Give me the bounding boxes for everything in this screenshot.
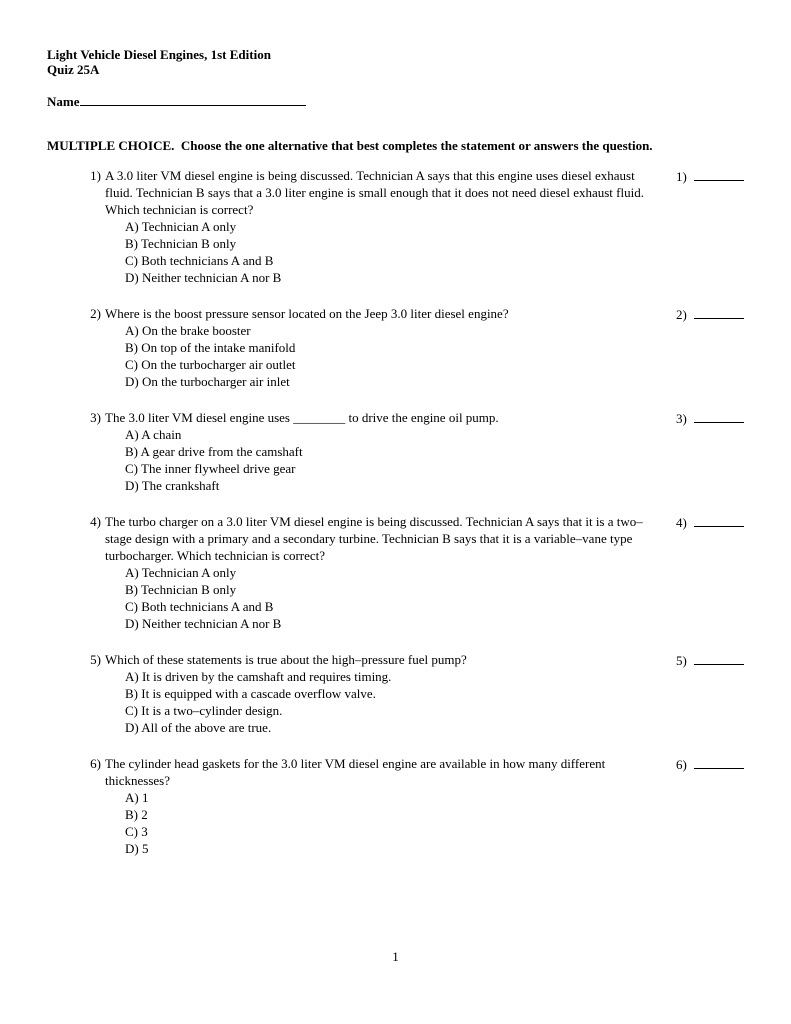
question-main [105, 513, 661, 632]
answer-option: B) On top of the intake manifold [125, 340, 296, 355]
answer-blank-group [676, 513, 744, 531]
answer-blank-line [694, 305, 744, 319]
answer-option: C) Both technicians A and B [125, 253, 274, 268]
answer-number: 3) [676, 411, 687, 426]
answer-option: B) Technician B only [125, 582, 237, 597]
question-text: Where is the boost pressure sensor located on the Jeep 3.0 liter diesel engine? [105, 306, 509, 321]
question-text: The cylinder head gaskets for the 3.0 liter VM diesel engine are available in how many different thicknesses? [105, 756, 606, 788]
question-text: The 3.0 liter VM diesel engine uses ________ to drive the engine oil pump. [105, 410, 499, 425]
answer-number: 2) [676, 307, 687, 322]
question-main [105, 167, 661, 286]
answer-blank-line [694, 513, 744, 527]
answer-option: D) Neither technician A nor B [125, 270, 282, 285]
answer-option: D) Neither technician A nor B [125, 616, 282, 631]
answer-option: A) A chain [125, 427, 182, 442]
answer-option: A) Technician A only [125, 565, 237, 580]
question-block [47, 651, 747, 736]
question-text: A 3.0 liter VM diesel engine is being discussed. Technician A says that this engine uses diesel exhaust fluid. Technician B says that a 3.0 liter engine is small enough that it does not need diesel exhaust fluid. Which technician is correct? [105, 168, 644, 217]
question-number: 5) [90, 652, 101, 667]
name-blank-line [80, 91, 306, 106]
answer-option: C) Both technicians A and B [125, 599, 274, 614]
answer-option: B) A gear drive from the camshaft [125, 444, 303, 459]
document-subtitle: Quiz 25A [47, 62, 100, 77]
question-block [47, 755, 747, 857]
question-number: 2) [90, 306, 101, 321]
answer-option: C) The inner flywheel drive gear [125, 461, 296, 476]
answer-option: C) 3 [125, 824, 148, 839]
name-row [47, 91, 747, 110]
answer-blank-line [694, 755, 744, 769]
question-options [105, 564, 661, 632]
answer-number: 1) [676, 169, 687, 184]
answer-option: A) It is driven by the camshaft and requires timing. [125, 669, 392, 684]
question-block [47, 305, 747, 390]
answer-option: D) The crankshaft [125, 478, 220, 493]
answer-blank-group [676, 409, 744, 427]
question-text: The turbo charger on a 3.0 liter VM diesel engine is being discussed. Technician A says that it is a two–stage design with a primary and a secondary turbine. Technician B says that it is a variable–vane type turbocharger. Which technician is correct? [105, 514, 643, 563]
question-main [105, 305, 661, 390]
question-number: 6) [90, 756, 101, 771]
question-main [105, 755, 661, 857]
answer-blank-line [694, 651, 744, 665]
question-number: 4) [90, 514, 101, 529]
question-text: Which of these statements is true about the high–pressure fuel pump? [105, 652, 467, 667]
answer-blank-group [676, 305, 744, 323]
answer-option: D) On the turbocharger air inlet [125, 374, 290, 389]
answer-option: A) On the brake booster [125, 323, 251, 338]
answer-option: A) Technician A only [125, 219, 237, 234]
answer-blank-group [676, 755, 744, 773]
question-block [47, 167, 747, 286]
document-title: Light Vehicle Diesel Engines, 1st Edition [47, 47, 271, 62]
answer-option: C) On the turbocharger air outlet [125, 357, 296, 372]
question-block [47, 409, 747, 494]
question-options [105, 322, 661, 390]
instructions-header: MULTIPLE CHOICE. Choose the one alternative that best completes the statement or answers the question. [47, 138, 653, 153]
question-options [105, 426, 661, 494]
questions-list [47, 167, 747, 857]
answer-blank-group [676, 167, 744, 185]
question-options [105, 668, 661, 736]
question-number: 1) [90, 168, 101, 183]
answer-option: A) 1 [125, 790, 149, 805]
answer-option: D) All of the above are true. [125, 720, 272, 735]
question-options [105, 789, 661, 857]
answer-number: 5) [676, 653, 687, 668]
answer-option: B) 2 [125, 807, 148, 822]
page-number: 1 [392, 949, 399, 964]
answer-blank-group [676, 651, 744, 669]
answer-number: 6) [676, 757, 687, 772]
question-main [105, 651, 661, 736]
name-label: Name [47, 94, 80, 109]
answer-option: D) 5 [125, 841, 149, 856]
answer-blank-line [694, 409, 744, 423]
answer-option: C) It is a two–cylinder design. [125, 703, 283, 718]
question-main [105, 409, 661, 494]
answer-option: B) It is equipped with a cascade overflow valve. [125, 686, 376, 701]
answer-option: B) Technician B only [125, 236, 237, 251]
answer-number: 4) [676, 515, 687, 530]
question-options [105, 218, 661, 286]
question-number: 3) [90, 410, 101, 425]
answer-blank-line [694, 167, 744, 181]
question-block [47, 513, 747, 632]
